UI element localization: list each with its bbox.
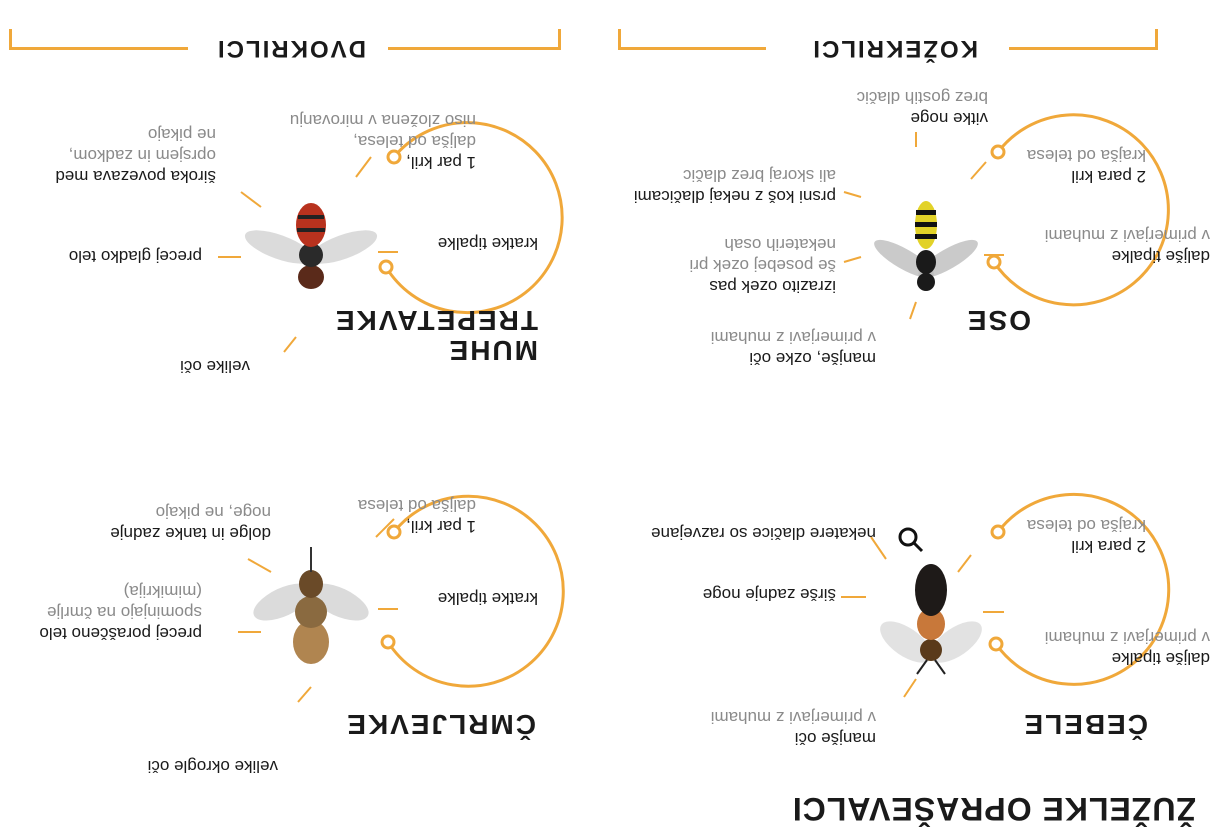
tick-muhe-waist <box>241 192 261 207</box>
tick-ose-waist <box>844 257 861 262</box>
trait-label: velike okrogle oči <box>147 757 278 776</box>
trait-label: nekatere dlačice so razvejane <box>651 524 876 543</box>
trait-muhe-antennae <box>438 233 538 254</box>
dot-ose-end <box>992 146 1004 158</box>
dot-muhe-start <box>380 261 392 273</box>
trait-detail: v primerjavi z muhami <box>1044 628 1210 647</box>
trait-cebele-antennae <box>1045 627 1210 669</box>
trait-detail: noge, ne pikajo <box>155 503 271 522</box>
page-title: ŽUŽELKE OPRAŠEVALCI <box>791 791 1196 827</box>
trait-muhe-waist <box>55 124 216 187</box>
tick-ose-chest <box>844 192 861 197</box>
trait-cebele-wings <box>1027 515 1146 557</box>
trait-cmrljevke-legs <box>110 502 271 544</box>
trait-cmrljevke-antennae <box>438 588 538 609</box>
trait-label: izrazito ozek pas <box>709 277 836 296</box>
tick-ose-eyes <box>910 302 916 319</box>
bee-image <box>873 564 988 674</box>
group-title-ose: OSE <box>965 305 1031 336</box>
magnifier-icon <box>900 529 922 551</box>
trait-muhe-wings <box>290 110 476 173</box>
section-title-dvokrilci: DVOKRILCI <box>216 35 366 62</box>
trait-cebele-hairs <box>651 523 876 544</box>
trait-detail: krajša od telesa <box>1026 146 1146 165</box>
hoverfly-image <box>241 203 381 289</box>
trait-detail: v primerjavi z muhami <box>710 328 876 347</box>
trait-label: dolge in tanke zadnje <box>110 524 271 543</box>
section-title-kozekrilci: KOŽEKRILCI <box>811 35 978 62</box>
dot-cebele-end <box>992 526 1004 538</box>
trait-detail: še posebej ozek pri nekaterih osah <box>689 235 836 275</box>
trait-label: 1 par kril, <box>406 517 476 536</box>
trait-detail: oprsjem in zadkom, ne pikajo <box>68 125 216 165</box>
trait-label: široka povezava med <box>55 167 216 186</box>
trait-ose-wings <box>1027 145 1146 187</box>
trait-label: 1 par kril, <box>406 153 476 172</box>
trait-label: manjše oči <box>794 729 876 748</box>
trait-label: 2 para kril <box>1071 537 1146 556</box>
tick-ose-wings <box>971 162 986 179</box>
trait-detail: krajša od telesa <box>1026 516 1146 535</box>
trait-detail: v primerjavi z muhami <box>1044 226 1210 245</box>
tick-cebele-wings <box>958 555 971 572</box>
trait-cebele-eyes <box>711 707 876 749</box>
dot-ose-start <box>988 256 1000 268</box>
trait-label: daljše tipalke <box>1111 247 1210 266</box>
trait-label: kratke tipalke <box>437 589 538 608</box>
group-title-muhe: MUHE TREPETAVKE <box>333 305 538 366</box>
trait-label: kratke tipalke <box>437 234 538 253</box>
trait-ose-eyes <box>711 327 876 369</box>
tick-cebele-eyes <box>904 679 916 697</box>
trait-ose-waist <box>690 234 836 297</box>
trait-detail: daljša od telesa, niso zložena v mirovanju <box>289 111 476 151</box>
trait-detail: ali skoraj brez dlačic <box>682 166 836 185</box>
trait-label: širše zadnje noge <box>702 585 836 604</box>
trait-detail: brez gostih dlačic <box>856 88 988 107</box>
trait-cmrljevke-eyes <box>148 756 278 777</box>
dot-cebele-start <box>990 638 1002 650</box>
dot-cmrljevke-start <box>382 636 394 648</box>
arc-ose <box>994 115 1168 305</box>
trait-cmrljevke-body <box>39 581 202 644</box>
tick-muhe-eyes <box>284 337 296 352</box>
trait-detail: spominjajo na čmrlje (mimikrija) <box>47 582 202 622</box>
trait-ose-legs <box>857 87 988 129</box>
trait-label: precej poraščeno telo <box>39 624 202 643</box>
trait-ose-antennae <box>1045 225 1210 267</box>
tick-cmrlj-eyes <box>298 687 311 702</box>
trait-detail: daljša od telesa <box>357 496 476 515</box>
wasp-image <box>870 201 983 291</box>
trait-cebele-legs <box>703 584 836 605</box>
trait-label: velike oči <box>180 357 250 376</box>
trait-muhe-eyes <box>180 356 250 377</box>
trait-ose-chest <box>634 165 836 207</box>
trait-label: daljše tipalke <box>1111 649 1210 668</box>
trait-label: precej gladko telo <box>68 247 202 266</box>
group-title-cebele: ČEBELE <box>1022 709 1148 740</box>
trait-label: 2 para kril <box>1071 167 1146 186</box>
group-title-cmrljevke: ČMRLJEVKE <box>345 709 536 740</box>
tick-cmrlj-legs <box>248 559 271 572</box>
trait-muhe-body <box>69 246 202 267</box>
hoverfly-bumble-image <box>248 547 374 664</box>
trait-label: prsni koš z nekaj dlačicami <box>633 187 836 206</box>
trait-cmrljevke-wings <box>358 495 476 537</box>
trait-label: vitke noge <box>910 109 988 128</box>
trait-detail: v primerjavi z muhami <box>710 708 876 727</box>
trait-label: manjše, ozke oči <box>749 349 876 368</box>
